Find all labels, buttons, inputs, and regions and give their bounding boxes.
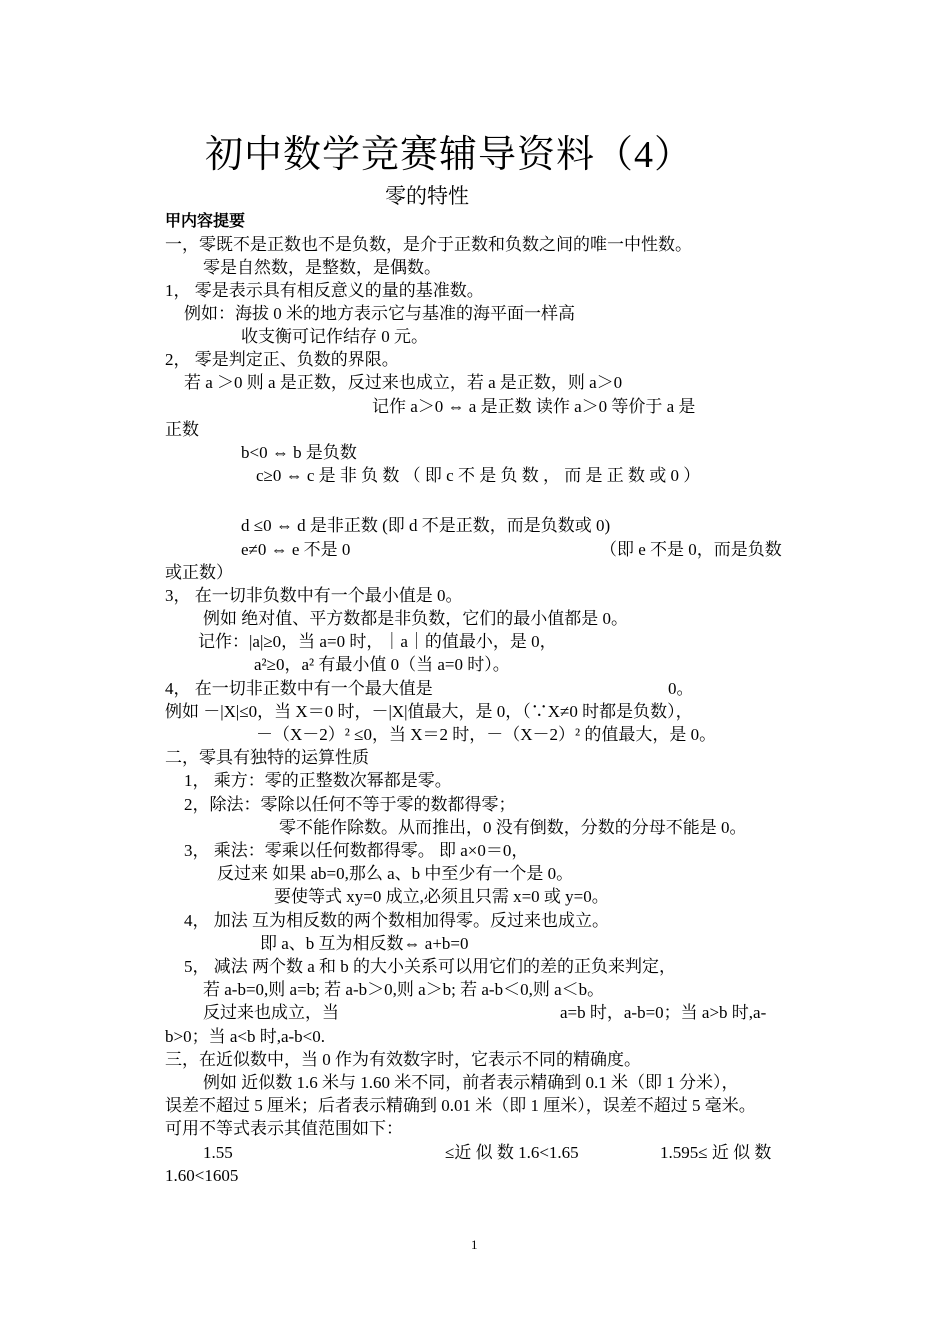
text-line: d ≤0 ⇔ d 是非正数 (即 d 不是正数，而是负数或 0) xyxy=(241,516,611,535)
text-line: 记作 a＞0 ⇔ a 是正数 读作 a＞0 等价于 a 是 xyxy=(372,397,696,416)
text-line: 5， 减法 两个数 a 和 b 的大小关系可以用它们的差的正负来判定， xyxy=(184,957,677,976)
text-line: 0。 xyxy=(668,679,694,698)
text-line: 例如 绝对值、平方数都是非负数，它们的最小值都是 0。 xyxy=(203,609,628,628)
text-line: （即 e 不是 0，而是负数 xyxy=(600,540,782,559)
text-line: 3， 在一切非负数中有一个最小值是 0。 xyxy=(165,586,463,605)
text-line: 记作：|a|≥0，当 a=0 时，｜a｜的值最小，是 0， xyxy=(198,632,557,651)
text-line: ≤近 似 数 1.6<1.65 xyxy=(445,1143,579,1162)
text-line: a²≥0，a² 有最小值 0（当 a=0 时）。 xyxy=(254,655,510,674)
text-line: 4， 在一切非正数中有一个最大值是 xyxy=(165,679,433,698)
page-number: 1 xyxy=(471,1237,478,1252)
text-line: 1.60<1605 xyxy=(165,1166,239,1185)
text-line: 2， 零是判定正、负数的界限。 xyxy=(165,350,399,369)
text-line: 误差不超过 5 厘米；后者表示精确到 0.01 米（即 1 厘米），误差不超过 5 毫米。 xyxy=(165,1096,756,1115)
text-line: 零不能作除数。从而推出，0 没有倒数，分数的分母不能是 0。 xyxy=(279,818,747,837)
text-line: 收支衡可记作结存 0 元。 xyxy=(241,327,428,346)
text-line: 正数 xyxy=(165,420,199,439)
text-line: 反过来也成立，当 xyxy=(203,1003,339,1022)
text-line: b<0 ⇔ b 是负数 xyxy=(241,443,357,462)
text-line: 或正数） xyxy=(165,563,233,582)
text-line: －（X－2）² ≤0，当 X＝2 时，－（X－2）² 的值最大，是 0。 xyxy=(256,725,717,744)
text-line: b>0；当 a<b 时,a-b<0. xyxy=(165,1027,326,1046)
text-line: 1.595≤ 近 似 数 xyxy=(660,1143,772,1162)
text-line: 反过来 如果 ab=0,那么 a、b 中至少有一个是 0。 xyxy=(217,864,574,883)
text-line: 可用不等式表示其值范围如下： xyxy=(165,1119,403,1138)
page-subtitle: 零的特性 xyxy=(385,184,469,208)
text-line: a=b 时，a-b=0；当 a>b 时,a- xyxy=(560,1003,767,1022)
text-line: 二，零具有独特的运算性质 xyxy=(165,748,369,767)
text-line: e≠0 ⇔ e 不是 0 xyxy=(241,540,351,559)
text-line: 例如 近似数 1.6 米与 1.60 米不同，前者表示精确到 0.1 米（即 1 分米）， xyxy=(203,1073,739,1092)
section-heading: 甲内容提要 xyxy=(165,213,246,230)
page-title: 初中数学竞赛辅导资料（4） xyxy=(205,134,694,176)
text-line: 例如：海拔 0 米的地方表示它与基准的海平面一样高 xyxy=(184,304,575,323)
text-line: 若 a-b=0,则 a=b; 若 a-b＞0,则 a＞b; 若 a-b＜0,则 a＜b。 xyxy=(203,980,605,999)
text-line: c≥0 ⇔ c 是 非 负 数 （ 即 c 不 是 负 数 ， 而 是 正 数 或 0 ） xyxy=(256,466,701,485)
text-line: 1， 乘方：零的正整数次幂都是零。 xyxy=(184,771,452,790)
text-line: 2，除法：零除以任何不等于零的数都得零； xyxy=(184,795,516,814)
text-line: 4， 加法 互为相反数的两个数相加得零。反过来也成立。 xyxy=(184,911,609,930)
text-line: 即 a、b 互为相反数⇔ a+b=0 xyxy=(260,934,469,953)
text-line: 1.55 xyxy=(203,1143,233,1162)
text-line: 例如 －|X|≤0，当 X＝0 时，－|X|值最大，是 0，（∵X≠0 时都是负数）， xyxy=(165,702,693,721)
text-line: 三，在近似数中，当 0 作为有效数字时，它表示不同的精确度。 xyxy=(165,1050,641,1069)
text-line: 3， 乘法：零乘以任何数都得零。 即 a×0＝0， xyxy=(184,841,529,860)
text-line: 1， 零是表示具有相反意义的量的基准数。 xyxy=(165,281,484,300)
text-line: 一，零既不是正数也不是负数，是介于正数和负数之间的唯一中性数。 xyxy=(165,235,692,254)
text-line: 若 a ＞0 则 a 是正数，反过来也成立，若 a 是正数，则 a＞0 xyxy=(184,373,623,392)
text-line: 零是自然数，是整数，是偶数。 xyxy=(203,258,441,277)
text-line: 要使等式 xy=0 成立,必须且只需 x=0 或 y=0。 xyxy=(274,887,609,906)
